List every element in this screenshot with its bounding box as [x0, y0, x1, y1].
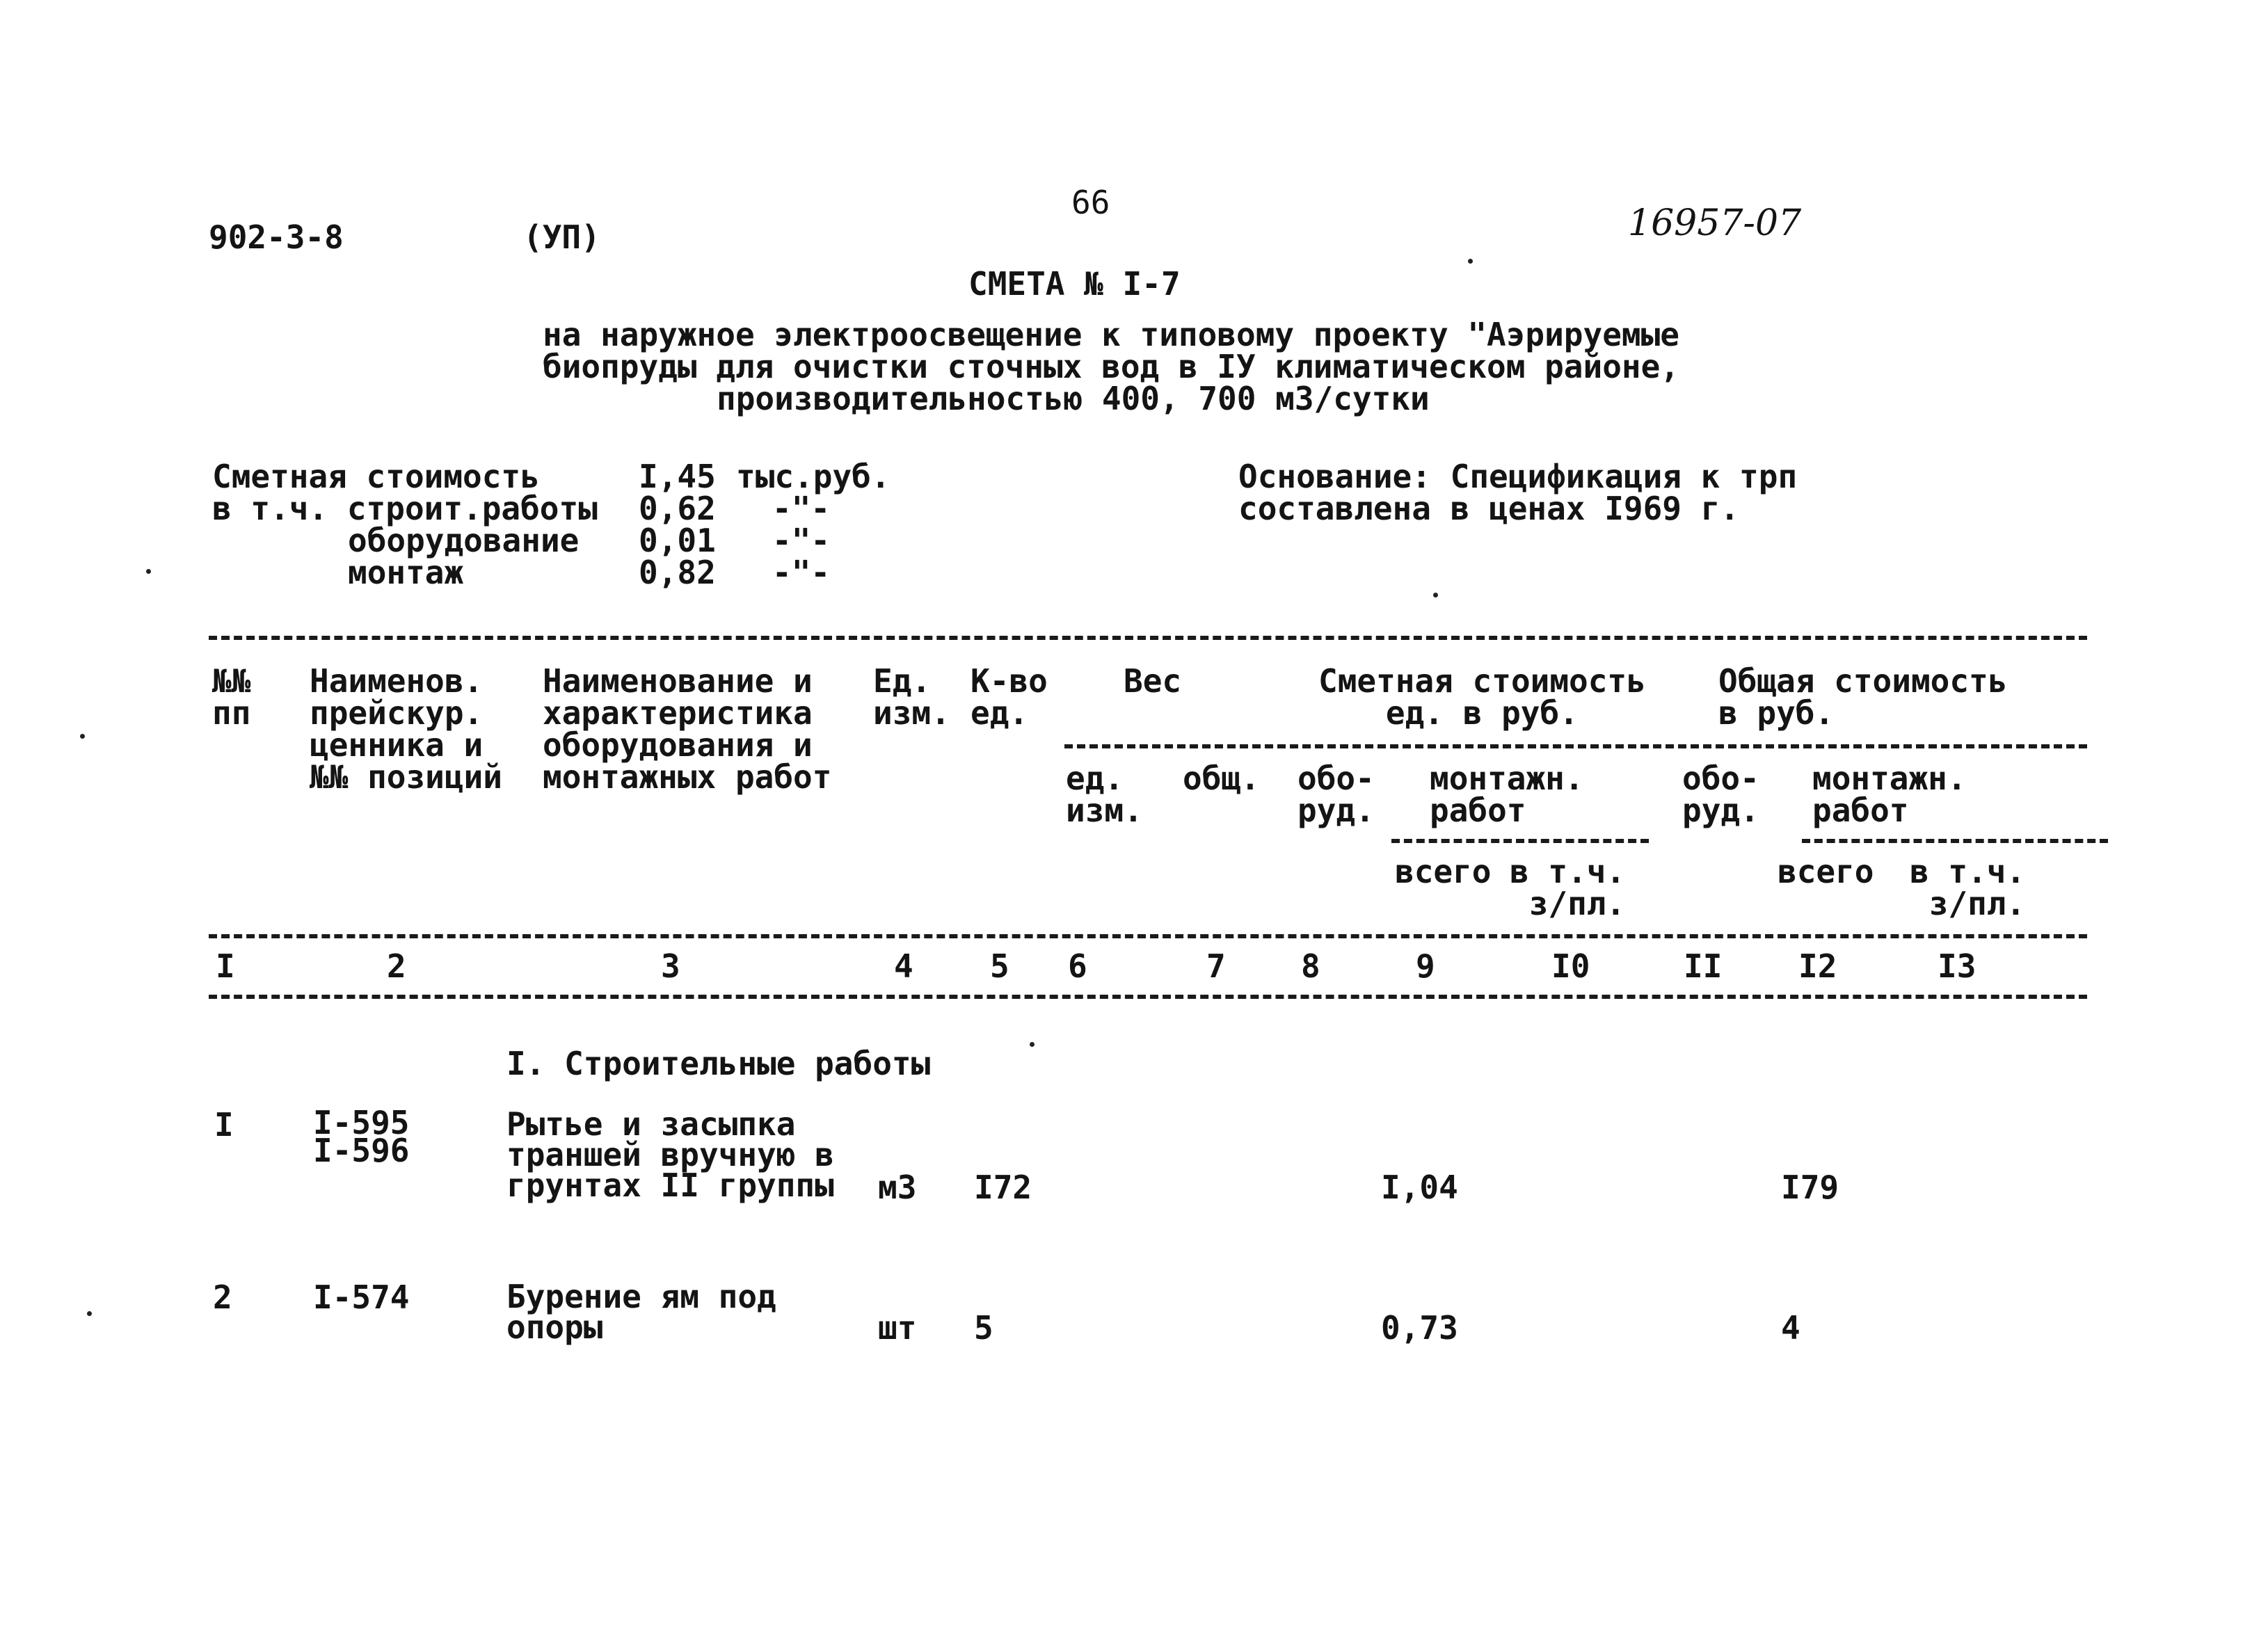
scan-speck	[1433, 593, 1438, 598]
column-number: 8	[1301, 947, 1320, 985]
header-all-unit: всего	[1395, 853, 1492, 890]
row-description: Бурение ям под опоры	[506, 1278, 776, 1346]
basis-line-2: составлена в ценах I969 г.	[1238, 490, 1740, 527]
document-code: 902-3-8	[209, 218, 344, 256]
column-numbers-rule	[209, 995, 2087, 999]
estimate-heading: СМЕТА № I-7	[968, 265, 1181, 303]
header-unit: Ед. изм.	[873, 662, 950, 732]
column-number: 6	[1068, 947, 1087, 985]
cost-unit-equipment: -"-	[772, 522, 831, 559]
scan-speck	[87, 1311, 92, 1316]
column-number: 5	[990, 947, 1009, 985]
cost-label-total: Сметная стоимость	[212, 458, 540, 495]
column-number: I3	[1938, 947, 1976, 985]
section-title: I. Строительные работы	[506, 1045, 931, 1082]
row-price-code: I-574	[313, 1278, 410, 1316]
header-row-number: №№ пп	[212, 662, 251, 732]
row-total-cost-total: I79	[1781, 1169, 1839, 1206]
scan-speck	[1030, 1042, 1035, 1047]
cost-value-equipment: 0,01	[639, 522, 716, 559]
row-price-code: I-595 I-596	[313, 1104, 410, 1169]
column-number: I2	[1798, 947, 1837, 985]
cost-label-construction: в т.ч. строит.работы	[212, 490, 598, 527]
scan-speck	[1468, 259, 1473, 264]
scan-speck	[146, 569, 151, 574]
row-unit: м3	[878, 1169, 917, 1206]
header-all-total: всего	[1778, 853, 1874, 890]
title-line-1: на наружное электроосвещение к типовому проекту "Аэрируемые	[543, 316, 1679, 353]
header-weight-unit: ед. изм.	[1066, 760, 1143, 829]
header-weight: Вес	[1124, 662, 1182, 700]
cost-value-mounting: 0,82	[639, 554, 716, 591]
row-number: I	[214, 1106, 234, 1144]
row-quantity: 5	[974, 1309, 993, 1347]
cost-label-mounting: монтаж	[348, 554, 464, 591]
header-wages-total: в т.ч. з/пл.	[1910, 853, 2026, 922]
page-number: 66	[1071, 184, 1110, 221]
header-wages-unit: в т.ч. з/пл.	[1510, 853, 1626, 922]
row-unit: шт	[878, 1309, 917, 1347]
column-number: I	[216, 947, 235, 985]
header-equip-unit: обо- руд.	[1297, 760, 1375, 829]
row-description: Рытье и засыпка траншей вручную в грунтах II группы	[506, 1105, 834, 1204]
header-weight-total: общ.	[1183, 760, 1260, 797]
row-unit-cost-total: 0,73	[1381, 1309, 1458, 1347]
column-number: II	[1684, 947, 1723, 985]
title-line-2: биопруды для очистки сточных вод в IУ климатическом районе,	[543, 348, 1679, 385]
unit-mount-subheader-rule	[1391, 839, 1649, 843]
column-number: 2	[387, 947, 406, 985]
basis-line-1: Основание: Спецификация к трп	[1238, 458, 1798, 495]
column-number: 4	[894, 947, 913, 985]
title-line-3: производительностью 400, 700 м3/сутки	[717, 380, 1430, 417]
total-mount-subheader-rule	[1802, 839, 2108, 843]
header-total-cost: Общая стоимость в руб.	[1718, 662, 2008, 732]
header-unit-cost: Сметная стоимость ед. в руб.	[1318, 662, 1646, 732]
column-number: 9	[1416, 947, 1435, 985]
cost-label-equipment: оборудование	[348, 522, 580, 559]
weight-subheader-rule	[1064, 744, 2087, 748]
header-price-list-code: Наименов. прейскур. ценника и №№ позиций	[310, 662, 502, 796]
cost-value-total: I,45	[639, 458, 716, 495]
cost-unit-mounting: -"-	[772, 554, 831, 591]
cost-value-construction: 0,62	[639, 490, 716, 527]
cost-unit-construction: -"-	[772, 490, 831, 527]
header-bottom-rule	[209, 934, 2087, 938]
row-total-cost-total: 4	[1781, 1309, 1800, 1347]
header-mount-total: монтажн. работ	[1812, 760, 1967, 829]
row-number: 2	[213, 1278, 232, 1316]
table-top-rule	[209, 636, 2087, 640]
column-number: I0	[1551, 947, 1590, 985]
document-class: (УП)	[523, 218, 600, 256]
row-quantity: I72	[974, 1169, 1032, 1206]
row-unit-cost-total: I,04	[1381, 1169, 1458, 1206]
column-number: 7	[1206, 947, 1226, 985]
archive-number: 16957-07	[1628, 202, 1802, 244]
header-equip-total: обо- руд.	[1682, 760, 1759, 829]
column-number: 3	[661, 947, 680, 985]
header-quantity: К-во ед.	[971, 662, 1048, 732]
header-work-description: Наименование и характеристика оборудования и монтажных работ	[543, 662, 832, 796]
cost-unit-total: тыс.руб.	[736, 458, 891, 495]
scan-speck	[80, 734, 85, 739]
header-mount-unit: монтажн. работ	[1430, 760, 1584, 829]
